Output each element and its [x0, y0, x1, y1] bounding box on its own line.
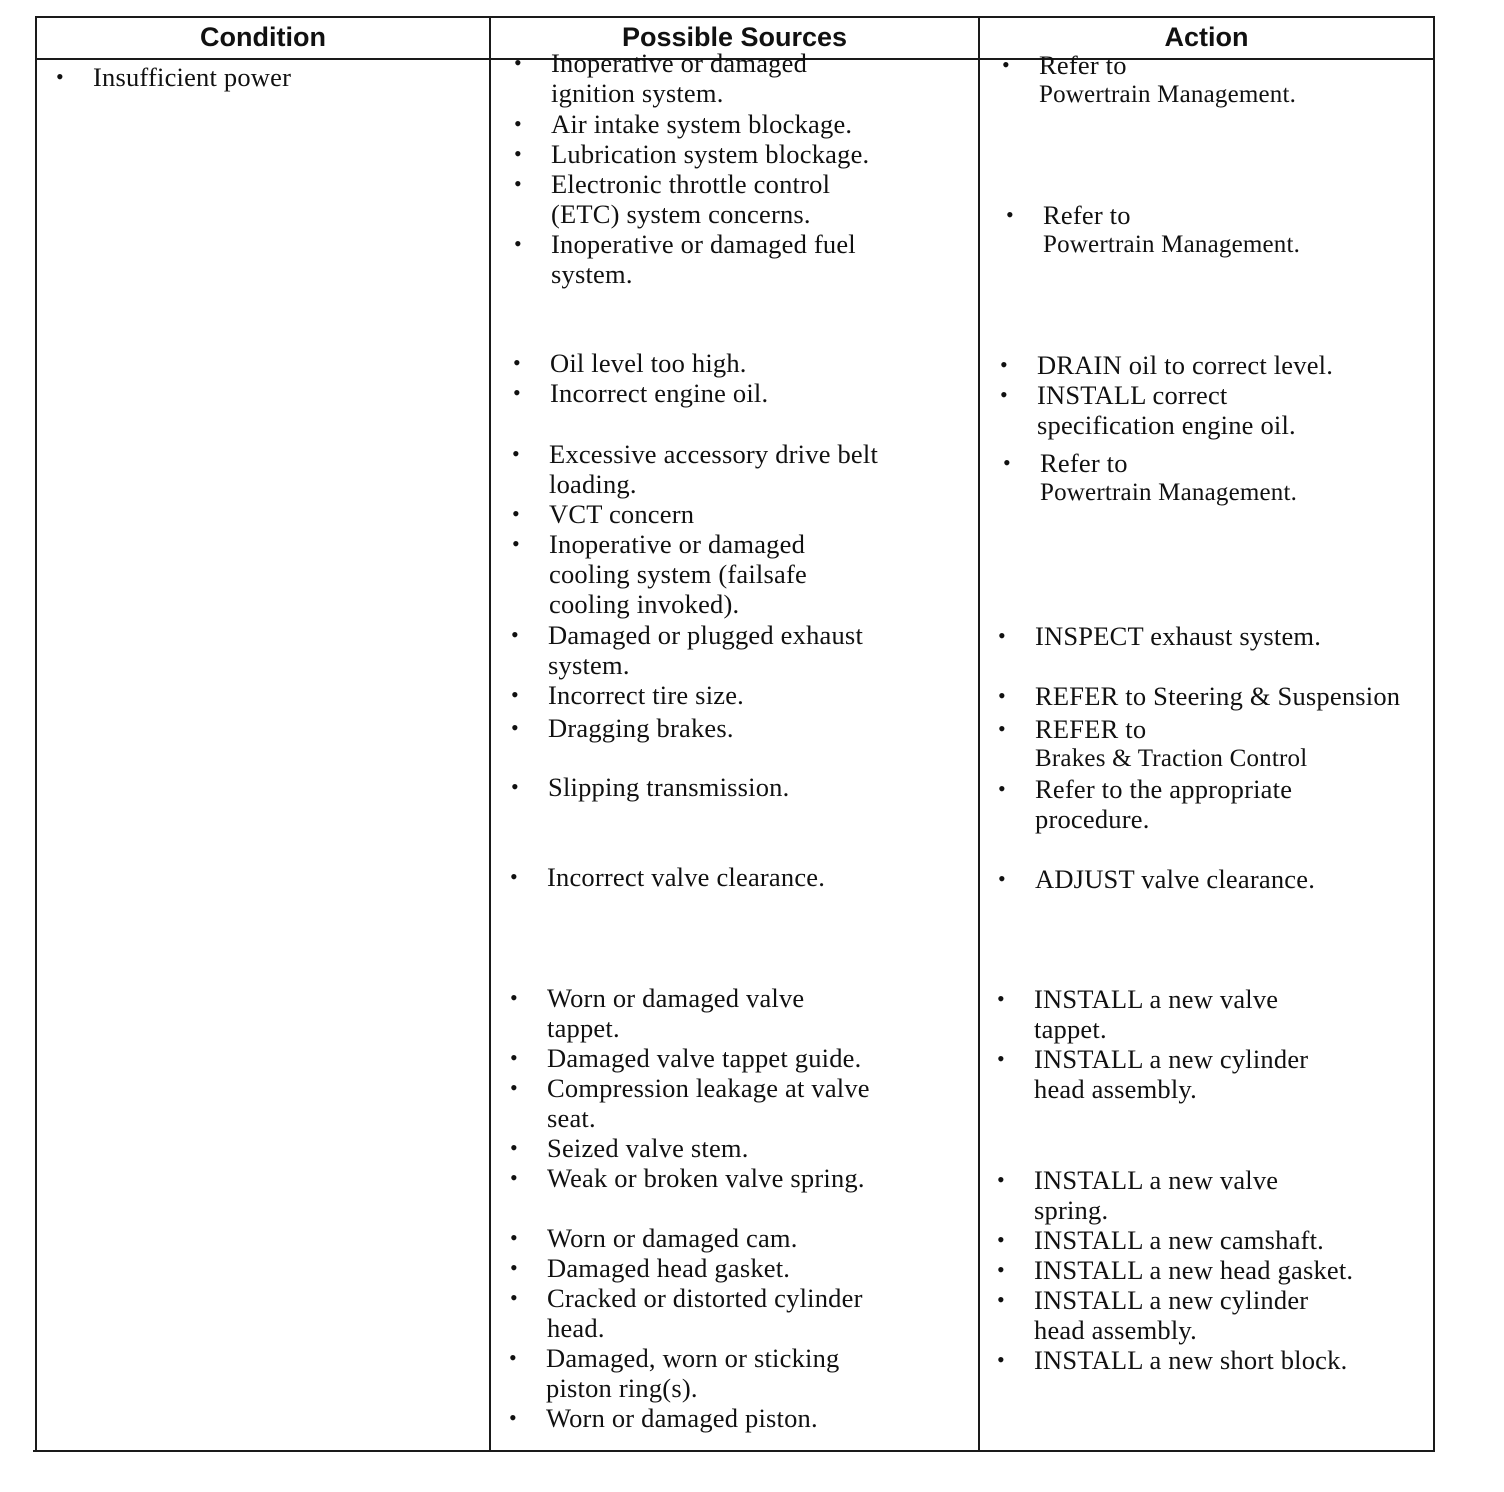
bullet: •: [511, 774, 519, 799]
source-item: [514, 139, 870, 169]
source-text-line: Damaged or plugged exhaust: [548, 620, 864, 650]
bullet: •: [510, 985, 518, 1010]
action-text-line: specification engine oil.: [1037, 410, 1296, 440]
source-item: [509, 1403, 818, 1433]
bullet: •: [997, 1046, 1005, 1071]
action-text-line: INSTALL a new short block.: [1034, 1345, 1348, 1375]
bullet: •: [511, 682, 519, 707]
action-item: [1000, 380, 1296, 440]
action-text-line: Brakes & Traction Control: [1035, 745, 1308, 772]
source-text-line: (ETC) system concerns.: [551, 199, 811, 229]
bullet: •: [997, 986, 1005, 1011]
action-text-line: Refer to the appropriate: [1035, 774, 1293, 804]
source-text-line: Damaged, worn or sticking: [546, 1343, 840, 1373]
source-text-line: Incorrect engine oil.: [550, 378, 769, 408]
source-text-line: Weak or broken valve spring.: [547, 1163, 865, 1193]
source-item: [514, 48, 808, 108]
action-item: [997, 1345, 1348, 1375]
action-item: [998, 864, 1316, 894]
source-item: [510, 1283, 863, 1343]
bullet: •: [511, 622, 519, 647]
source-text-line: system.: [548, 650, 630, 680]
action-item: [997, 1285, 1309, 1345]
action-text-line: REFER to Steering & Suspension: [1035, 681, 1401, 711]
header-action: Action: [1164, 21, 1249, 52]
action-text-line: INSTALL a new valve: [1034, 984, 1279, 1014]
source-item: [512, 439, 879, 499]
source-text-line: Damaged head gasket.: [547, 1253, 791, 1283]
action-text-line: REFER to: [1035, 714, 1147, 744]
action-item: [997, 1225, 1324, 1255]
bullet: •: [1002, 52, 1010, 77]
source-text-line: piston ring(s).: [546, 1373, 698, 1403]
source-item: [511, 680, 745, 710]
bullet: •: [1000, 352, 1008, 377]
source-item: [513, 348, 747, 378]
source-text-line: Excessive accessory drive belt: [549, 439, 879, 469]
action-item: [997, 1255, 1354, 1285]
action-item: [998, 774, 1293, 834]
source-text-line: seat.: [547, 1103, 596, 1133]
bullet: •: [509, 1405, 517, 1430]
bullet: •: [997, 1287, 1005, 1312]
action-text-line: Refer to: [1040, 448, 1128, 478]
bullet: •: [998, 776, 1006, 801]
column-divider-2: [978, 16, 980, 1452]
bullet: •: [510, 1045, 518, 1070]
condition-item: [56, 62, 292, 92]
source-text-line: Inoperative or damaged: [549, 529, 806, 559]
action-item: [1000, 350, 1334, 380]
source-item: [510, 1163, 865, 1193]
source-text-line: cooling system (failsafe: [549, 559, 807, 589]
action-text-line: INSTALL a new valve: [1034, 1165, 1279, 1195]
source-text-line: Electronic throttle control: [551, 169, 831, 199]
action-text-line: Powertrain Management.: [1043, 231, 1301, 258]
bullet: •: [509, 1345, 517, 1370]
action-item: [1003, 448, 1298, 508]
source-item: [514, 169, 831, 229]
source-item: [511, 713, 734, 743]
table-bottom-border: [33, 1450, 1433, 1452]
action-text-line: head assembly.: [1034, 1074, 1197, 1104]
bullet: •: [998, 866, 1006, 891]
bullet: •: [997, 1227, 1005, 1252]
bullet: •: [510, 1135, 518, 1160]
action-text-line: INSPECT exhaust system.: [1035, 621, 1322, 651]
action-text-line: Refer to: [1043, 200, 1131, 230]
action-text-line: INSTALL correct: [1037, 380, 1228, 410]
bullet: •: [998, 623, 1006, 648]
source-item: [511, 620, 864, 680]
bullet: •: [513, 380, 521, 405]
source-text-line: Air intake system blockage.: [551, 109, 853, 139]
action-text-line: DRAIN oil to correct level.: [1037, 350, 1334, 380]
bullet: •: [997, 1347, 1005, 1372]
table-left-border: [35, 16, 37, 1452]
source-item: [513, 378, 769, 408]
source-item: [512, 529, 807, 619]
source-text-line: Worn or damaged valve: [547, 983, 805, 1013]
source-text-line: Inoperative or damaged: [551, 48, 808, 78]
action-text-line: Refer to: [1039, 50, 1127, 80]
table-right-border: [1433, 16, 1435, 1452]
bullet: •: [511, 715, 519, 740]
source-text-line: Seized valve stem.: [547, 1133, 749, 1163]
bullet: •: [512, 441, 520, 466]
action-item: [1006, 200, 1301, 260]
bullet: •: [1000, 382, 1008, 407]
action-text-line: spring.: [1034, 1195, 1109, 1225]
action-item: [997, 1044, 1309, 1104]
source-item: [512, 499, 695, 529]
source-text-line: Incorrect tire size.: [548, 680, 745, 710]
source-text-line: system.: [551, 259, 633, 289]
source-item: [510, 983, 805, 1043]
condition-text: Insufficient power: [93, 62, 292, 92]
action-text-line: head assembly.: [1034, 1315, 1197, 1345]
source-text-line: Compression leakage at valve: [547, 1073, 870, 1103]
action-item: [998, 681, 1401, 711]
source-item: [510, 1043, 862, 1073]
bullet: •: [512, 501, 520, 526]
source-text-line: loading.: [549, 469, 637, 499]
bullet: •: [56, 64, 64, 89]
bullet: •: [513, 350, 521, 375]
bullet: •: [510, 864, 518, 889]
bullet: •: [510, 1255, 518, 1280]
source-item: [510, 1223, 798, 1253]
bullet: •: [510, 1075, 518, 1100]
bullet: •: [510, 1285, 518, 1310]
bullet: •: [514, 171, 522, 196]
bullet: •: [514, 231, 522, 256]
column-divider-1: [489, 16, 491, 1452]
source-text-line: Cracked or distorted cylinder: [547, 1283, 863, 1313]
source-text-line: head.: [547, 1313, 605, 1343]
header-condition: Condition: [200, 21, 326, 52]
bullet: •: [510, 1225, 518, 1250]
bullet: •: [510, 1165, 518, 1190]
bullet: •: [997, 1257, 1005, 1282]
bullet: •: [998, 716, 1006, 741]
source-item: [514, 109, 853, 139]
source-text-line: Incorrect valve clearance.: [547, 862, 826, 892]
bullet: •: [512, 531, 520, 556]
action-text-line: Powertrain Management.: [1040, 479, 1298, 506]
bullet: •: [997, 1167, 1005, 1192]
source-item: [514, 229, 856, 289]
source-text-line: VCT concern: [549, 499, 695, 529]
troubleshooting-table: [33, 16, 1435, 1452]
action-item: [998, 714, 1308, 774]
action-text-line: Powertrain Management.: [1039, 81, 1297, 108]
source-text-line: Damaged valve tappet guide.: [547, 1043, 862, 1073]
bullet: •: [1006, 202, 1014, 227]
action-item: [997, 984, 1279, 1044]
action-item: [998, 621, 1322, 651]
source-item: [511, 772, 790, 802]
source-text-line: ignition system.: [551, 78, 724, 108]
bullet: •: [514, 141, 522, 166]
action-text-line: INSTALL a new cylinder: [1034, 1044, 1309, 1074]
source-text-line: tappet.: [547, 1013, 620, 1043]
action-text-line: procedure.: [1035, 804, 1150, 834]
action-item: [997, 1165, 1279, 1225]
source-text-line: Inoperative or damaged fuel: [551, 229, 856, 259]
source-item: [510, 1073, 870, 1133]
action-item: [1002, 50, 1297, 110]
bullet: •: [514, 111, 522, 136]
bullet: •: [514, 50, 522, 75]
source-text-line: cooling invoked).: [549, 589, 740, 619]
header-possible-sources: Possible Sources: [621, 21, 848, 52]
source-text-line: Worn or damaged piston.: [546, 1403, 818, 1433]
source-text-line: Worn or damaged cam.: [547, 1223, 798, 1253]
action-text-line: tappet.: [1034, 1014, 1107, 1044]
action-text-line: ADJUST valve clearance.: [1035, 864, 1316, 894]
bullet: •: [998, 683, 1006, 708]
source-item: [509, 1343, 840, 1403]
source-text-line: Dragging brakes.: [548, 713, 734, 743]
source-item: [510, 862, 826, 892]
source-text-line: Slipping transmission.: [548, 772, 790, 802]
action-text-line: INSTALL a new cylinder: [1034, 1285, 1309, 1315]
bullet: •: [1003, 450, 1011, 475]
action-text-line: INSTALL a new camshaft.: [1034, 1225, 1324, 1255]
source-item: [510, 1133, 749, 1163]
source-item: [510, 1253, 791, 1283]
source-text-line: Lubrication system blockage.: [551, 139, 870, 169]
source-text-line: Oil level too high.: [550, 348, 747, 378]
action-text-line: INSTALL a new head gasket.: [1034, 1255, 1354, 1285]
